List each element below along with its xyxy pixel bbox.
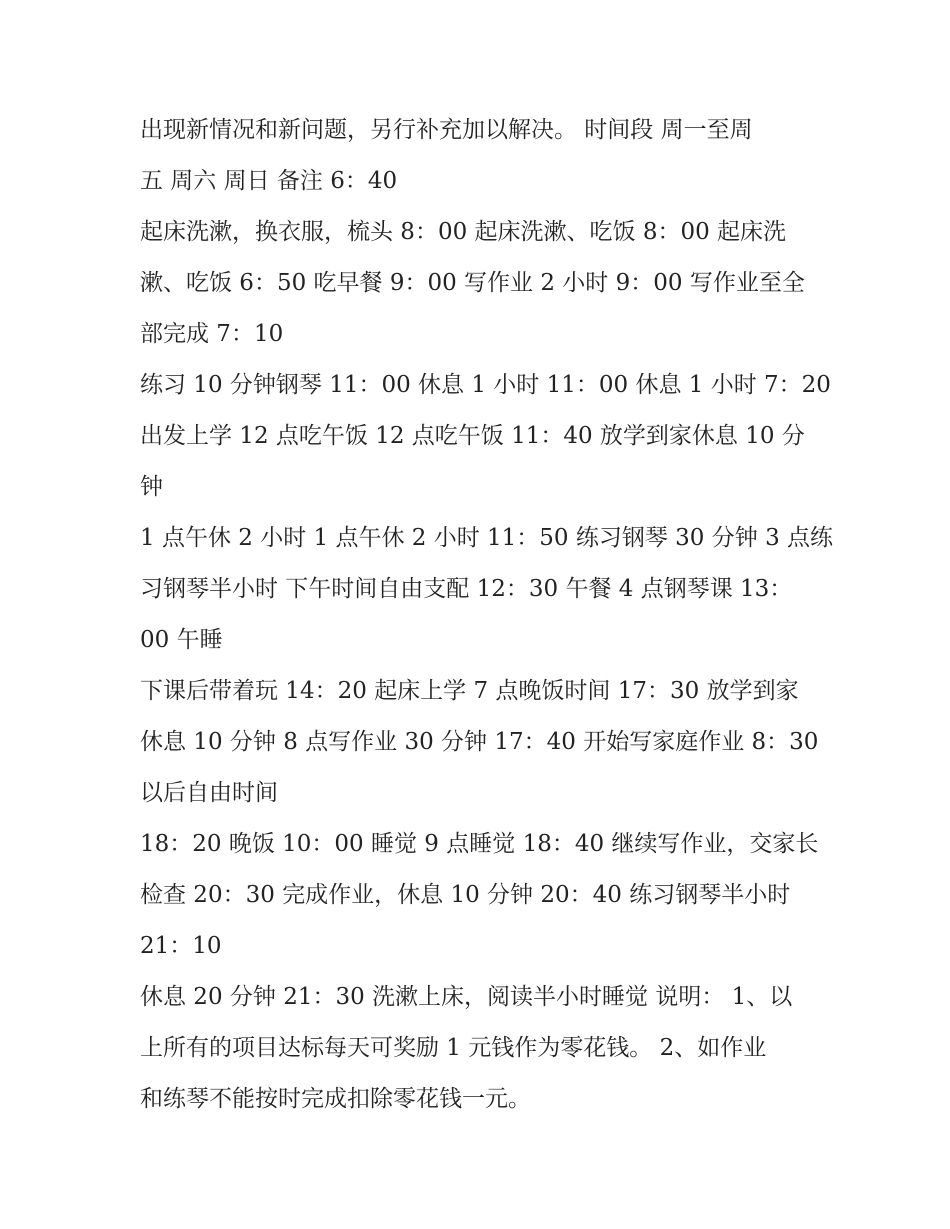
text-line: 练习 10 分钟钢琴 11：00 休息 1 小时 11：00 休息 1 小时 7：20: [140, 372, 831, 398]
text-line: 出现新情况和新问题，另行补充加以解决。 时间段 周一至周: [140, 117, 753, 143]
text-line: 上所有的项目达标每天可奖励 1 元钱作为零花钱。 2、如作业: [140, 1035, 767, 1061]
text-line: 休息 20 分钟 21：30 洗漱上床，阅读半小时睡觉 说明： 1、以: [140, 984, 793, 1010]
text-line: 18：20 晚饭 10：00 睡觉 9 点睡觉 18：40 继续写作业，交家长: [140, 831, 819, 857]
text-line: 1 点午休 2 小时 1 点午休 2 小时 11：50 练习钢琴 30 分钟 3 点练: [140, 525, 834, 551]
text-line: 以后自由时间: [140, 780, 278, 806]
text-line: 00 午睡: [140, 627, 223, 653]
text-line: 和练琴不能按时完成扣除零花钱一元。: [140, 1086, 531, 1112]
text-line: 检查 20：30 完成作业，休息 10 分钟 20：40 练习钢琴半小时: [140, 882, 791, 908]
text-line: 习钢琴半小时 下午时间自由支配 12：30 午餐 4 点钢琴课 13：: [140, 576, 793, 602]
text-line: 起床洗漱，换衣服，梳头 8：00 起床洗漱、吃饭 8：00 起床洗: [140, 219, 787, 245]
text-line: 休息 10 分钟 8 点写作业 30 分钟 17：40 开始写家庭作业 8：30: [140, 729, 819, 755]
text-line: 下课后带着玩 14：20 起床上学 7 点晚饭时间 17：30 放学到家: [140, 678, 799, 704]
text-line: 21：10: [140, 933, 222, 959]
text-line: 出发上学 12 点吃午饭 12 点吃午饭 11：40 放学到家休息 10 分: [140, 423, 805, 449]
document-body: [140, 105, 834, 1125]
text-line: 钟: [140, 474, 163, 500]
text-line: 部完成 7：10: [140, 321, 284, 347]
text-line: 漱、吃饭 6：50 吃早餐 9：00 写作业 2 小时 9：00 写作业至全: [140, 270, 805, 296]
text-line: 五 周六 周日 备注 6：40: [140, 168, 398, 194]
